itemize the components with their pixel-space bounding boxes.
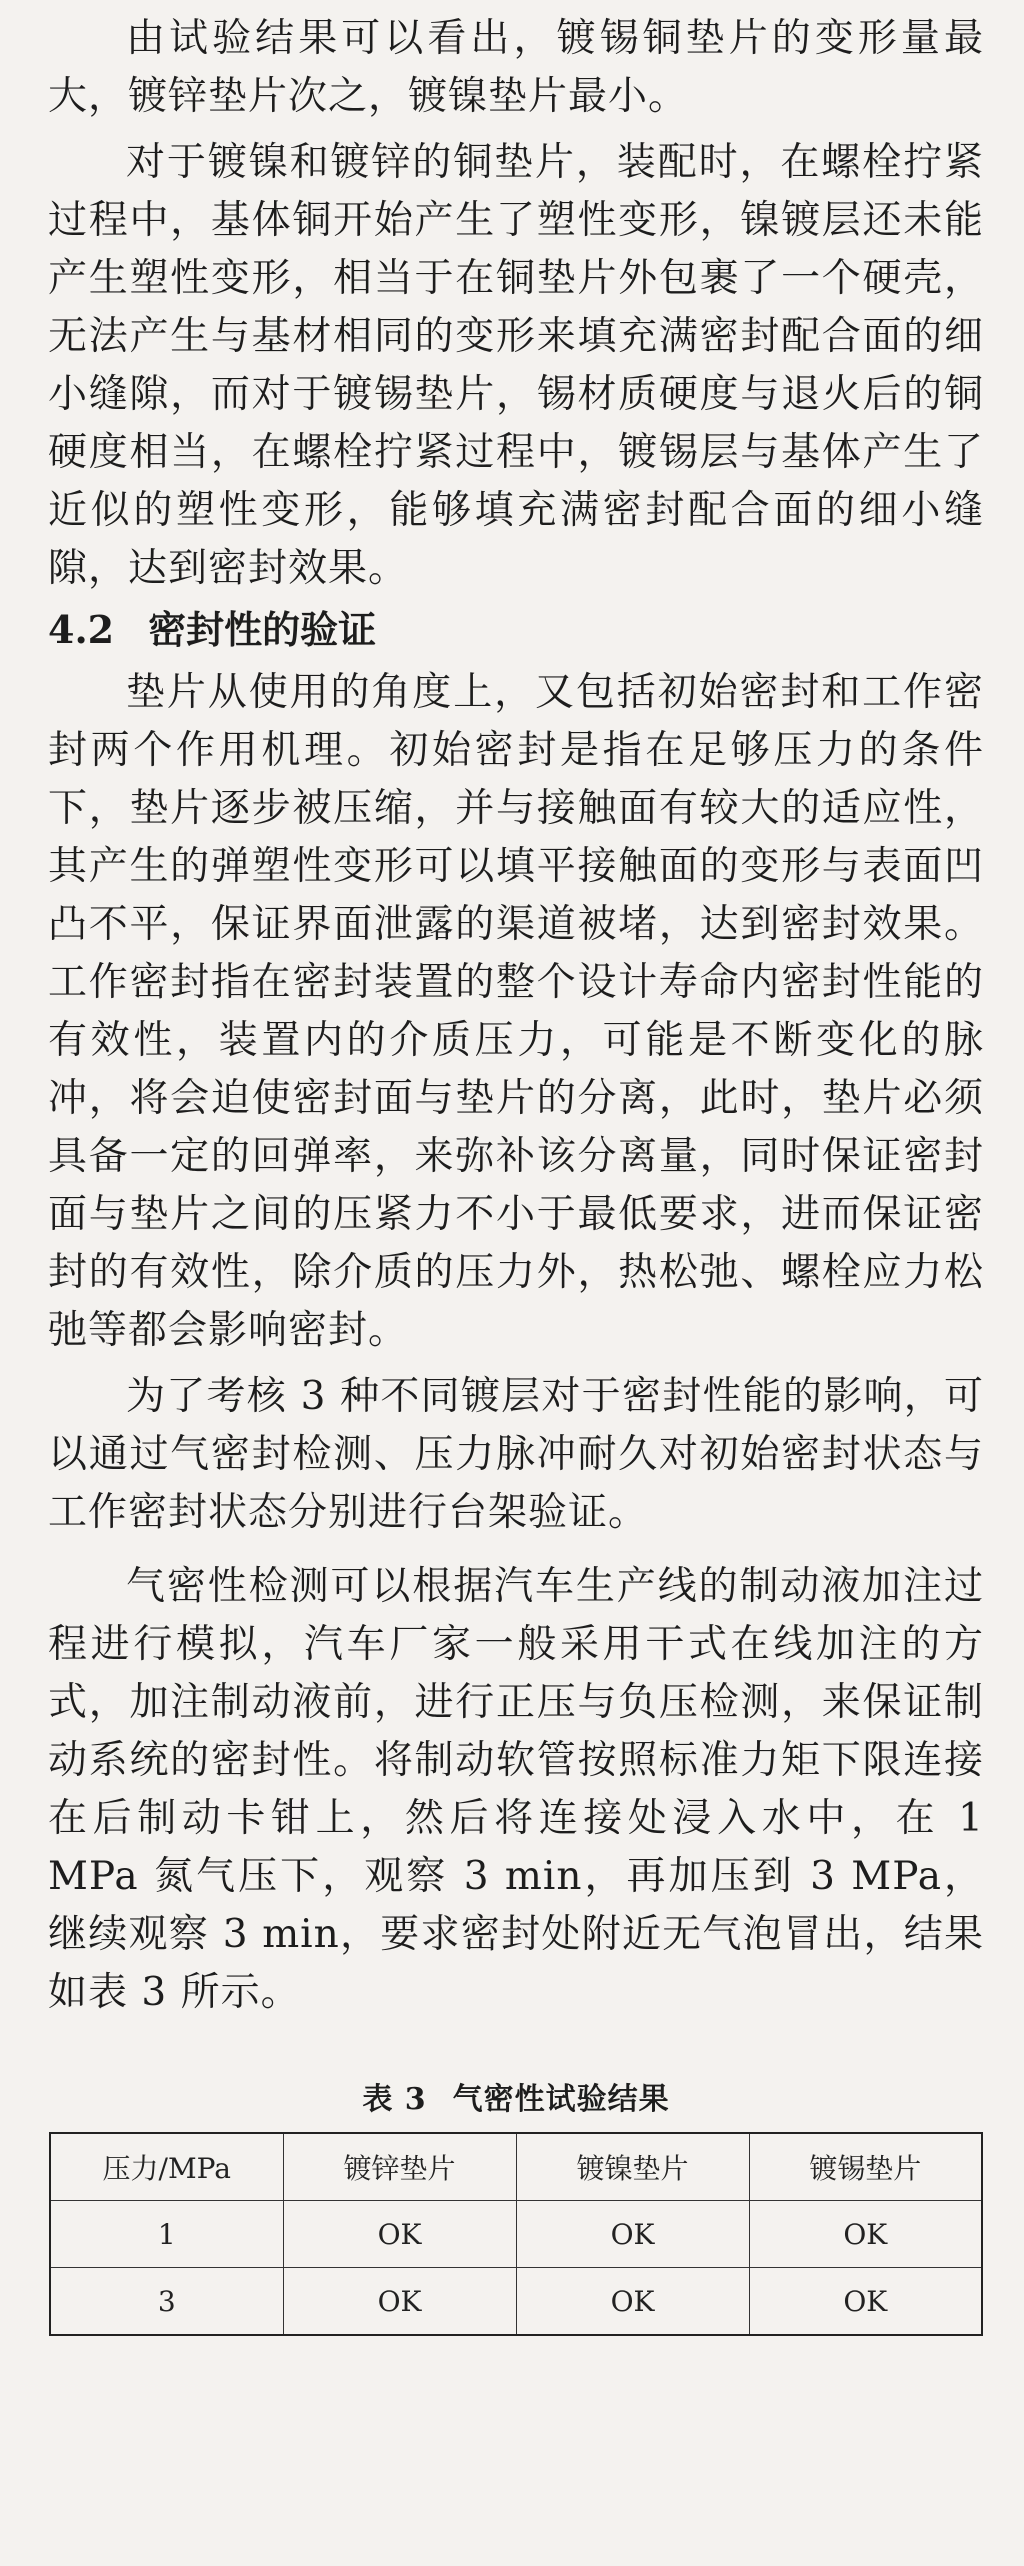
airtightness-results-table (49, 2132, 983, 2336)
table-caption (48, 2074, 984, 2118)
table-row (50, 2268, 982, 2336)
paragraph-airtightness-test: 气密性检测可以根据汽车生产线的制动液加注过程进行模拟，汽车厂家一般采用干式在线加注的方式，加注制动液前，进行正压与负压检测，来保证制动系统的密封性。将制动软管按照标准力矩下限连接在后制动卡钳上，然后将连接处浸入水中，在 1 MPa 氮气压下，观察 3 min，再加压到 3 MPa，继续观察 3 min，要求密封处附近无气泡冒出，结果如表 3 所示。 (48, 1564, 984, 2015)
cell-pressure: 1 (50, 2201, 283, 2268)
cell-pressure: 3 (50, 2268, 283, 2336)
cell-zinc-result: OK (283, 2201, 516, 2268)
section-number: 4.2 (48, 607, 115, 652)
cell-tin-result: OK (749, 2201, 982, 2268)
header-tin-gasket: 镀锡垫片 (749, 2133, 982, 2201)
header-nickel-gasket: 镀镍垫片 (516, 2133, 749, 2201)
cell-nickel-result: OK (516, 2201, 749, 2268)
table-caption-label: 表 3 (362, 2082, 427, 2117)
table-caption-title: 气密性试验结果 (452, 2082, 670, 2117)
header-pressure: 压力/MPa (50, 2133, 283, 2201)
cell-tin-result: OK (749, 2268, 982, 2336)
section-title: 密封性的验证 (148, 607, 377, 652)
cell-zinc-result: OK (283, 2268, 516, 2336)
section-heading (48, 602, 984, 658)
paragraph-sealing-mechanism: 垫片从使用的角度上，又包括初始密封和工作密封两个作用机理。初始密封是指在足够压力的条件下，垫片逐步被压缩，并与接触面有较大的适应性，其产生的弹塑性变形可以填平接触面的变形与表面凹凸不平，保证界面泄露的渠道被堵，达到密封效果。工作密封指在密封装置的整个设计寿命内密封性能的有效性，装置内的介质压力，可能是不断变化的脉冲，将会迫使密封面与垫片的分离，此时，垫片必须具备一定的回弹率，来弥补该分离量，同时保证密封面与垫片之间的压紧力不小于最低要求，进而保证密封的有效性，除介质的压力外，热松弛、螺栓应力松弛等都会影响密封。 (48, 670, 984, 1353)
table-header-row (50, 2133, 982, 2201)
paragraph-verification-method: 为了考核 3 种不同镀层对于密封性能的影响，可以通过气密封检测、压力脉冲耐久对初始密封状态与工作密封状态分别进行台架验证。 (48, 1374, 984, 1535)
header-zinc-gasket: 镀锌垫片 (283, 2133, 516, 2201)
paragraph-result-summary: 由试验结果可以看出，镀锡铜垫片的变形量最大，镀锌垫片次之，镀镍垫片最小。 (48, 16, 984, 119)
paragraph-plating-analysis: 对于镀镍和镀锌的铜垫片，装配时，在螺栓拧紧过程中，基体铜开始产生了塑性变形，镍镀层还未能产生塑性变形，相当于在铜垫片外包裹了一个硬壳，无法产生与基材相同的变形来填充满密封配合面的细小缝隙，而对于镀锡垫片，锡材质硬度与退火后的铜硬度相当，在螺栓拧紧过程中，镀锡层与基体产生了近似的塑性变形，能够填充满密封配合面的细小缝隙，达到密封效果。 (48, 140, 984, 591)
table-row (50, 2201, 982, 2268)
cell-nickel-result: OK (516, 2268, 749, 2336)
